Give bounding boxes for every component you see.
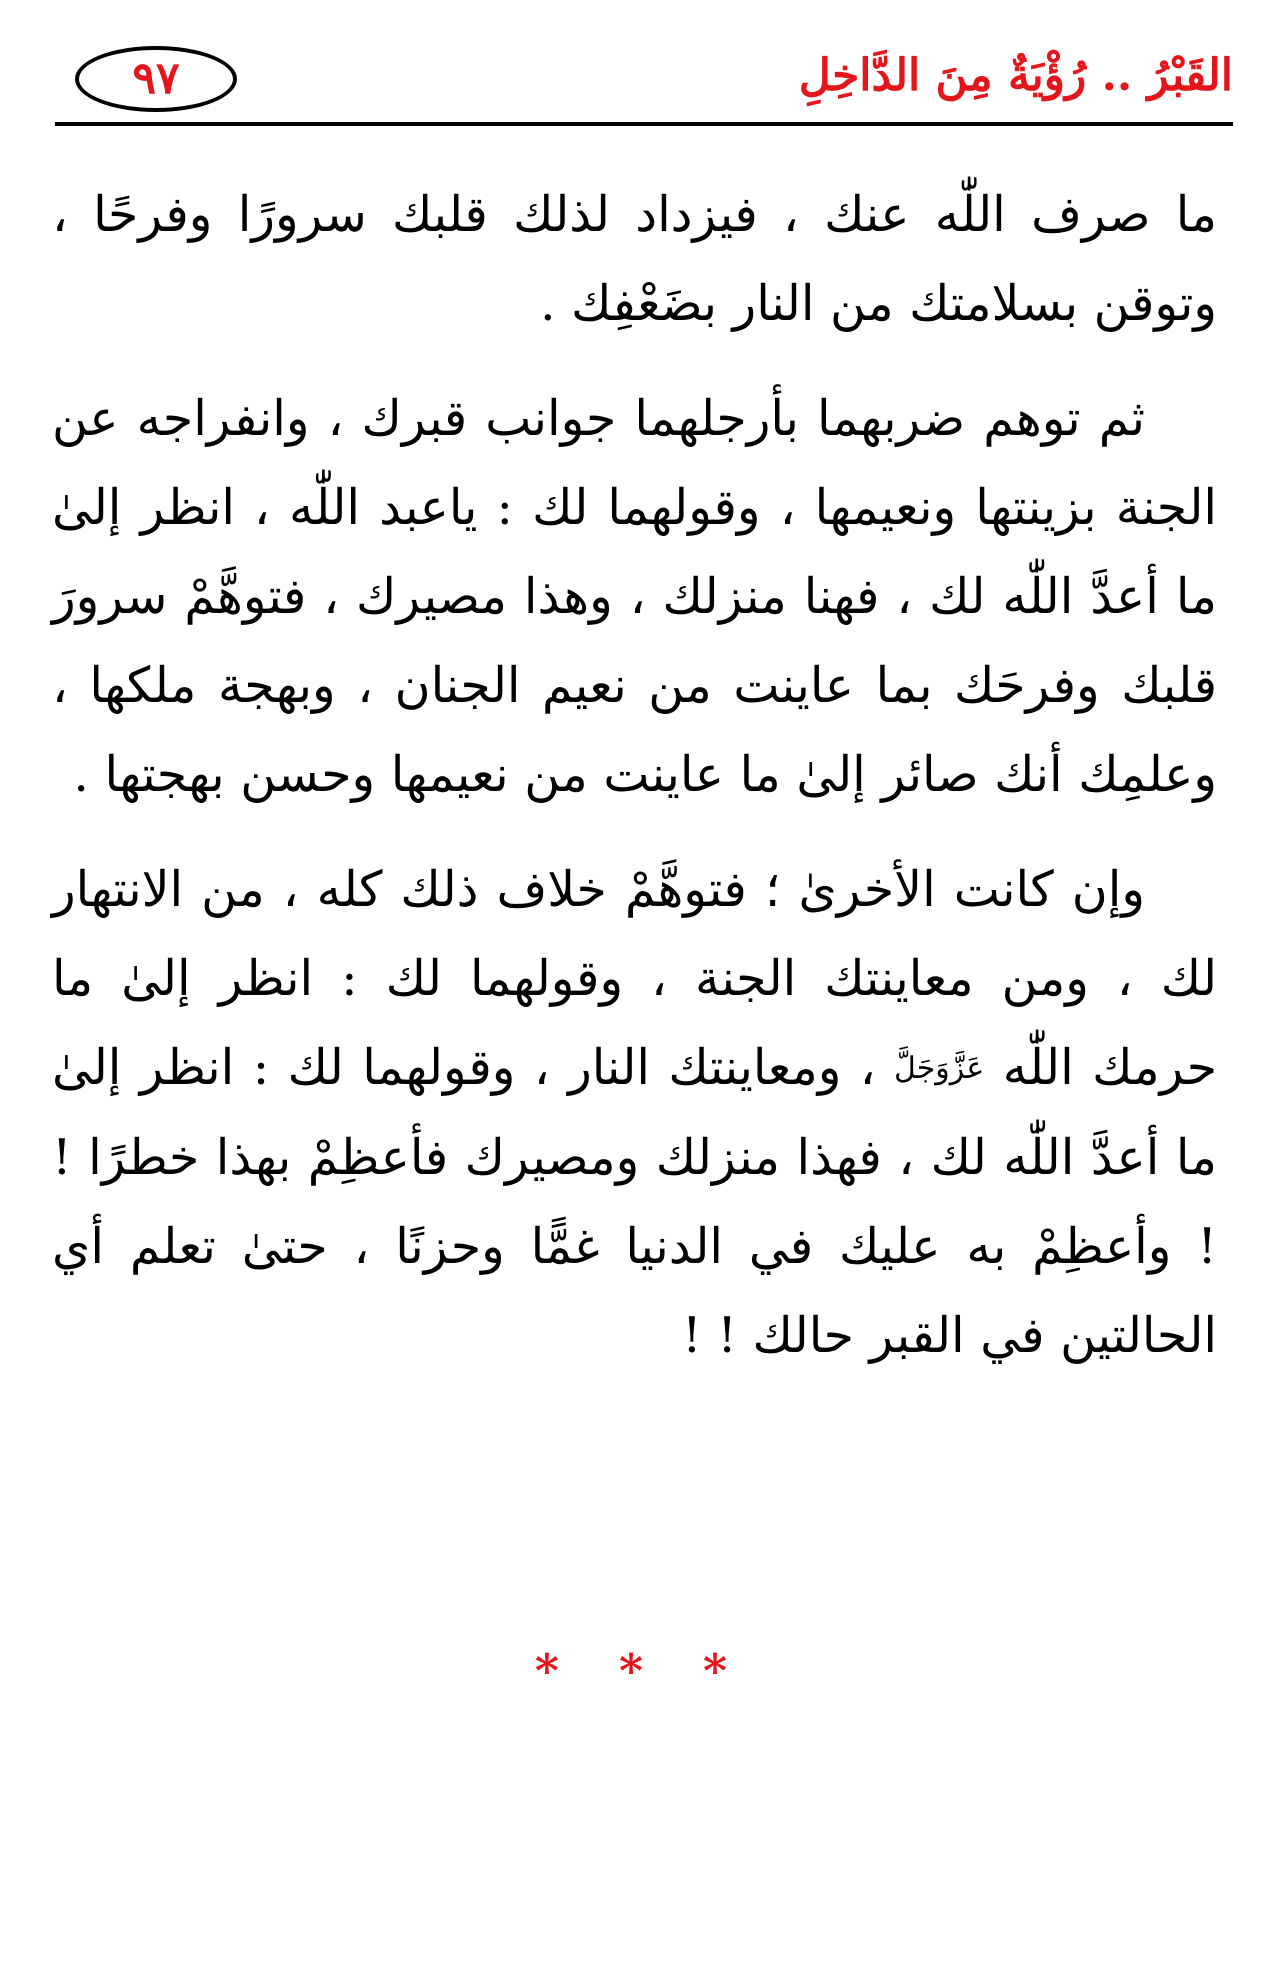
paragraph-1: ما صرف اللّٰه عنك ، فيزداد لذلك قلبك سرورًا وفرحًا ، وتوقن بسلامتك من النار بضَعْفِك .: [52, 186, 1217, 332]
paragraph-3: [52, 845, 1217, 1380]
page-header: [55, 40, 1233, 126]
honorific-glyph: عَزَّوَجَلَّ: [894, 1051, 985, 1086]
paragraph-3-before: وإن كانت الأخرىٰ ؛ فتوهَّمْ خلاف ذلك كله ، من الانتهار لك ، ومن معاينتك الجنة ، وقولهما لك : انظر إلىٰ ما حرمك اللّٰه: [52, 861, 1218, 1096]
header-divider: [55, 122, 1233, 126]
paragraph-2: ثم توهم ضربهما بأرجلهما جوانب قبرك ، وانفراجه عن الجنة بزينتها ونعيمها ، وقولهما لك : ياعبد اللّٰه ، انظر إلىٰ ما أعدَّ اللّٰه لك ، فهنا منزلك ، وهذا مصيرك ، فتوهَّمْ سرورَ قلبك وفرحَك بما عاينت من نعيم الجنان ، وبهجة ملكها ، وعلمِك أنك صائر إلىٰ ما عاينت من نعيمها وحسن بهجتها .: [52, 390, 1217, 803]
paragraph-3-after: ، ومعاينتك النار ، وقولهما لك : انظر إلىٰ ما أعدَّ اللّٰه لك ، فهذا منزلك ومصيرك فأعظِمْ بهذا خطرًا ! ! وأعظِمْ به عليك في الدنيا غمًّا وحزنًا ، حتىٰ تعلم أي الحالتين في القبر حالك ! !: [52, 1039, 1217, 1364]
page-number-badge: ٩٧: [75, 46, 237, 112]
running-title: القَبْرُ .. رُؤْيَةٌ مِنَ الدَّاخِلِ: [798, 50, 1233, 101]
section-separator: * * *: [534, 1644, 750, 1698]
body-text: [52, 170, 1217, 1406]
